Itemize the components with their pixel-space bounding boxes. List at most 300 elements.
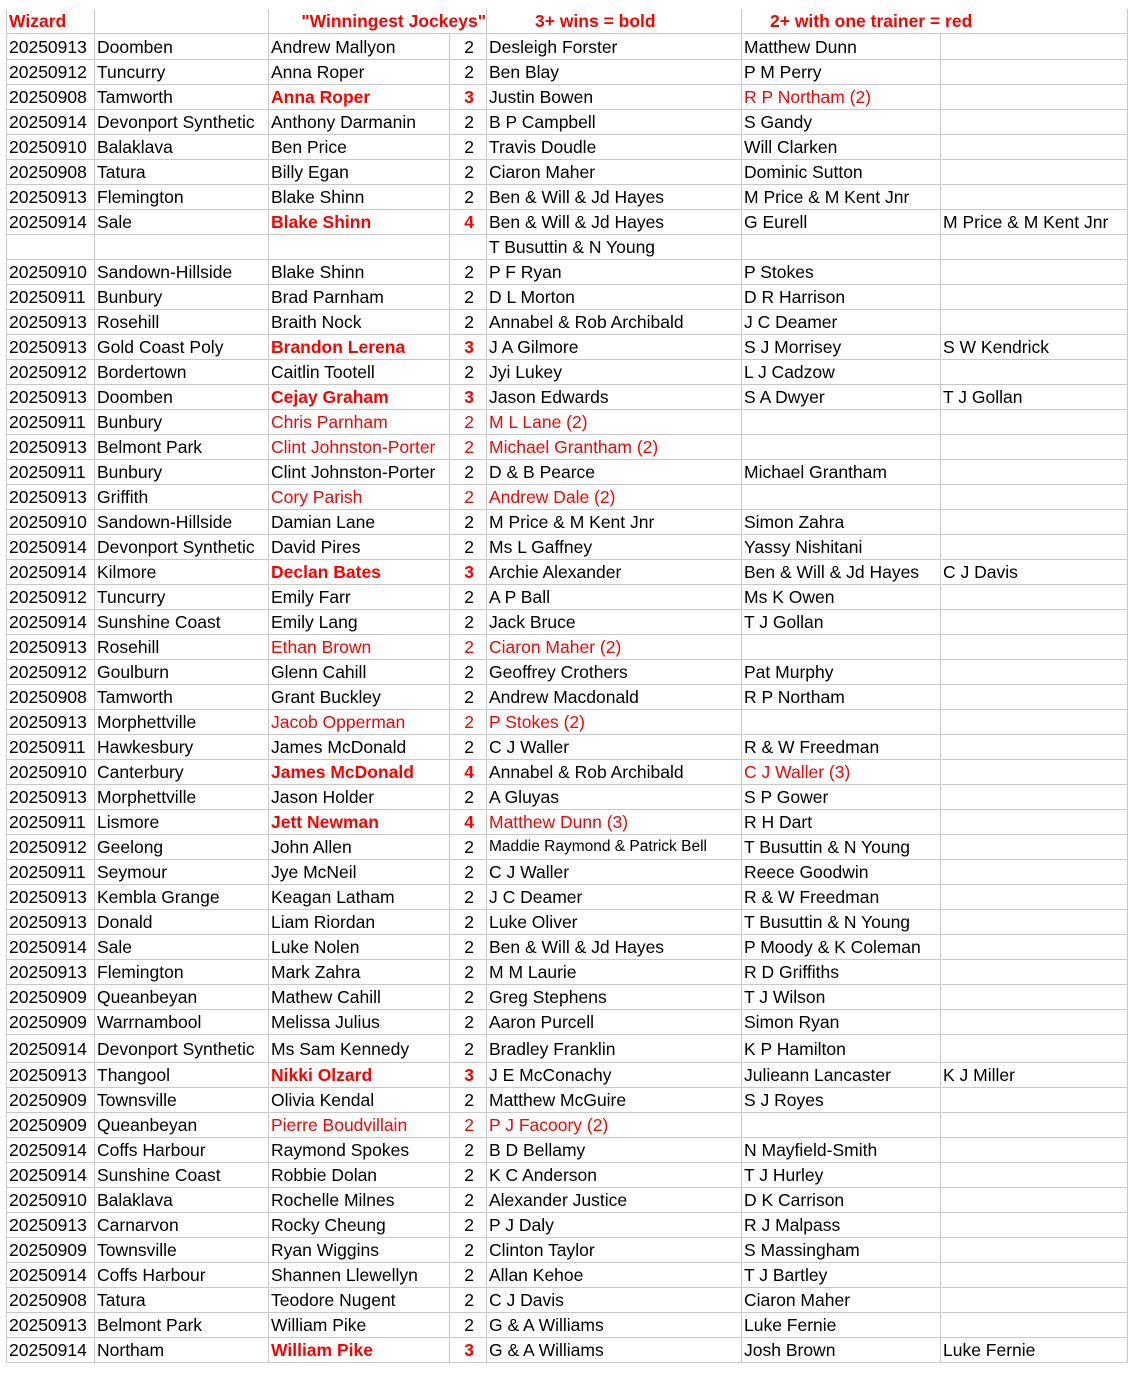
track-cell[interactable]: Warrnambool xyxy=(95,1010,269,1035)
trainer-3-cell[interactable] xyxy=(941,510,1128,535)
trainer-2-cell[interactable]: Josh Brown xyxy=(742,1338,941,1363)
wins-cell[interactable]: 2 xyxy=(450,885,487,910)
wins-cell[interactable]: 4 xyxy=(450,810,487,835)
date-cell[interactable]: 20250914 xyxy=(7,535,95,560)
date-cell[interactable]: 20250913 xyxy=(7,635,95,660)
trainer-1-cell[interactable]: K C Anderson xyxy=(487,1163,742,1188)
trainer-3-cell[interactable] xyxy=(941,135,1128,160)
date-cell[interactable]: 20250914 xyxy=(7,210,95,235)
header-rule-bold[interactable]: 3+ wins = bold xyxy=(487,9,742,34)
jockey-cell[interactable]: Braith Nock xyxy=(269,310,450,335)
trainer-1-cell[interactable]: P J Daly xyxy=(487,1213,742,1238)
wins-cell[interactable]: 2 xyxy=(450,960,487,985)
trainer-1-cell[interactable]: Annabel & Rob Archibald xyxy=(487,310,742,335)
track-cell[interactable]: Bunbury xyxy=(95,460,269,485)
wins-cell[interactable]: 2 xyxy=(450,835,487,860)
jockey-cell[interactable]: Jye McNeil xyxy=(269,860,450,885)
trainer-2-cell[interactable]: P Moody & K Coleman xyxy=(742,935,941,960)
wins-cell[interactable]: 4 xyxy=(450,760,487,785)
trainer-2-cell[interactable] xyxy=(742,410,941,435)
trainer-1-cell[interactable]: M L Lane (2) xyxy=(487,410,742,435)
track-cell[interactable]: Queanbeyan xyxy=(95,985,269,1010)
jockey-cell[interactable]: Keagan Latham xyxy=(269,885,450,910)
date-cell[interactable]: 20250909 xyxy=(7,1088,95,1113)
trainer-2-cell[interactable]: N Mayfield-Smith xyxy=(742,1138,941,1163)
trainer-3-cell[interactable]: S W Kendrick xyxy=(941,335,1128,360)
wins-cell[interactable]: 2 xyxy=(450,910,487,935)
jockey-cell[interactable]: Teodore Nugent xyxy=(269,1288,450,1313)
track-cell[interactable]: Bunbury xyxy=(95,285,269,310)
track-cell[interactable]: Flemington xyxy=(95,960,269,985)
jockey-cell[interactable]: Clint Johnston-Porter xyxy=(269,460,450,485)
trainer-2-cell[interactable] xyxy=(742,1113,941,1138)
wins-cell[interactable]: 2 xyxy=(450,1035,487,1063)
date-cell[interactable]: 20250914 xyxy=(7,1163,95,1188)
wins-cell[interactable]: 2 xyxy=(450,1188,487,1213)
trainer-3-cell[interactable] xyxy=(941,1138,1128,1163)
trainer-1-cell[interactable]: Ben & Will & Jd Hayes xyxy=(487,185,742,210)
track-cell[interactable]: Tamworth xyxy=(95,85,269,110)
trainer-2-cell[interactable]: Michael Grantham xyxy=(742,460,941,485)
track-cell[interactable]: Balaklava xyxy=(95,135,269,160)
trainer-3-cell[interactable] xyxy=(941,785,1128,810)
trainer-3-cell[interactable] xyxy=(941,360,1128,385)
jockey-cell[interactable]: Ethan Brown xyxy=(269,635,450,660)
track-cell[interactable]: Bunbury xyxy=(95,410,269,435)
date-cell[interactable]: 20250908 xyxy=(7,85,95,110)
trainer-2-cell[interactable]: M Price & M Kent Jnr xyxy=(742,185,941,210)
trainer-3-cell[interactable] xyxy=(941,1213,1128,1238)
jockey-cell[interactable]: Robbie Dolan xyxy=(269,1163,450,1188)
date-cell[interactable]: 20250914 xyxy=(7,610,95,635)
trainer-1-cell[interactable]: Jyi Lukey xyxy=(487,360,742,385)
trainer-3-cell[interactable]: K J Miller xyxy=(941,1063,1128,1088)
trainer-1-cell[interactable]: B P Campbell xyxy=(487,110,742,135)
trainer-3-cell[interactable] xyxy=(941,710,1128,735)
wins-cell[interactable]: 2 xyxy=(450,60,487,85)
date-cell[interactable] xyxy=(7,235,95,260)
wins-cell[interactable]: 2 xyxy=(450,260,487,285)
trainer-2-cell[interactable]: Dominic Sutton xyxy=(742,160,941,185)
track-cell[interactable]: Thangool xyxy=(95,1063,269,1088)
trainer-1-cell[interactable]: C J Davis xyxy=(487,1288,742,1313)
trainer-2-cell[interactable]: K P Hamilton xyxy=(742,1035,941,1063)
track-cell[interactable]: Canterbury xyxy=(95,760,269,785)
date-cell[interactable]: 20250908 xyxy=(7,685,95,710)
date-cell[interactable]: 20250910 xyxy=(7,510,95,535)
trainer-3-cell[interactable] xyxy=(941,160,1128,185)
trainer-3-cell[interactable] xyxy=(941,1288,1128,1313)
jockey-cell[interactable]: Damian Lane xyxy=(269,510,450,535)
jockey-cell[interactable]: Brandon Lerena xyxy=(269,335,450,360)
wins-cell[interactable]: 2 xyxy=(450,1138,487,1163)
trainer-3-cell[interactable] xyxy=(941,85,1128,110)
track-cell[interactable]: Queanbeyan xyxy=(95,1113,269,1138)
trainer-2-cell[interactable]: Yassy Nishitani xyxy=(742,535,941,560)
wins-cell[interactable]: 2 xyxy=(450,860,487,885)
trainer-3-cell[interactable] xyxy=(941,1263,1128,1288)
trainer-2-cell[interactable]: C J Waller (3) xyxy=(742,760,941,785)
trainer-3-cell[interactable] xyxy=(941,60,1128,85)
wins-cell[interactable]: 2 xyxy=(450,34,487,60)
trainer-1-cell[interactable]: Alexander Justice xyxy=(487,1188,742,1213)
trainer-1-cell[interactable]: D L Morton xyxy=(487,285,742,310)
jockey-cell[interactable]: Rocky Cheung xyxy=(269,1213,450,1238)
date-cell[interactable]: 20250910 xyxy=(7,760,95,785)
date-cell[interactable]: 20250914 xyxy=(7,1338,95,1363)
trainer-1-cell[interactable]: M M Laurie xyxy=(487,960,742,985)
trainer-1-cell[interactable]: Ms L Gaffney xyxy=(487,535,742,560)
wins-cell[interactable]: 2 xyxy=(450,360,487,385)
wins-cell[interactable]: 2 xyxy=(450,110,487,135)
date-cell[interactable]: 20250914 xyxy=(7,935,95,960)
trainer-3-cell[interactable]: Luke Fernie xyxy=(941,1338,1128,1363)
date-cell[interactable]: 20250913 xyxy=(7,885,95,910)
track-cell[interactable]: Bordertown xyxy=(95,360,269,385)
trainer-2-cell[interactable]: Pat Murphy xyxy=(742,660,941,685)
trainer-2-cell[interactable]: Julieann Lancaster xyxy=(742,1063,941,1088)
jockey-cell[interactable]: Glenn Cahill xyxy=(269,660,450,685)
date-cell[interactable]: 20250913 xyxy=(7,960,95,985)
trainer-1-cell[interactable]: Greg Stephens xyxy=(487,985,742,1010)
trainer-2-cell[interactable]: Will Clarken xyxy=(742,135,941,160)
trainer-2-cell[interactable]: R & W Freedman xyxy=(742,885,941,910)
date-cell[interactable]: 20250914 xyxy=(7,1263,95,1288)
trainer-3-cell[interactable] xyxy=(941,310,1128,335)
trainer-3-cell[interactable] xyxy=(941,860,1128,885)
trainer-3-cell[interactable] xyxy=(941,910,1128,935)
trainer-3-cell[interactable] xyxy=(941,1163,1128,1188)
date-cell[interactable]: 20250914 xyxy=(7,110,95,135)
trainer-3-cell[interactable] xyxy=(941,285,1128,310)
trainer-1-cell[interactable]: A P Ball xyxy=(487,585,742,610)
trainer-3-cell[interactable] xyxy=(941,535,1128,560)
trainer-2-cell[interactable]: R & W Freedman xyxy=(742,735,941,760)
jockey-cell[interactable]: Emily Farr xyxy=(269,585,450,610)
track-cell[interactable]: Northam xyxy=(95,1338,269,1363)
wins-cell[interactable]: 2 xyxy=(450,185,487,210)
track-cell[interactable]: Gold Coast Poly xyxy=(95,335,269,360)
wins-cell[interactable]: 3 xyxy=(450,85,487,110)
track-cell[interactable]: Devonport Synthetic xyxy=(95,110,269,135)
track-cell[interactable]: Rosehill xyxy=(95,635,269,660)
wins-cell[interactable]: 3 xyxy=(450,560,487,585)
wins-cell[interactable]: 3 xyxy=(450,385,487,410)
trainer-1-cell[interactable]: Jack Bruce xyxy=(487,610,742,635)
trainer-1-cell[interactable]: Geoffrey Crothers xyxy=(487,660,742,685)
trainer-1-cell[interactable]: Maddie Raymond & Patrick Bell xyxy=(487,835,742,860)
trainer-1-cell[interactable]: T Busuttin & N Young xyxy=(487,235,742,260)
date-cell[interactable]: 20250912 xyxy=(7,585,95,610)
trainer-3-cell[interactable] xyxy=(941,34,1128,60)
trainer-2-cell[interactable]: R P Northam (2) xyxy=(742,85,941,110)
track-cell[interactable]: Tatura xyxy=(95,160,269,185)
header-empty-cell[interactable] xyxy=(95,9,269,34)
trainer-3-cell[interactable]: C J Davis xyxy=(941,560,1128,585)
jockey-cell[interactable]: Mathew Cahill xyxy=(269,985,450,1010)
trainer-2-cell[interactable]: T Busuttin & N Young xyxy=(742,835,941,860)
track-cell[interactable]: Coffs Harbour xyxy=(95,1263,269,1288)
wins-cell[interactable]: 2 xyxy=(450,285,487,310)
jockey-cell[interactable]: James McDonald xyxy=(269,760,450,785)
track-cell[interactable]: Sale xyxy=(95,210,269,235)
track-cell[interactable]: Belmont Park xyxy=(95,1313,269,1338)
trainer-1-cell[interactable]: J C Deamer xyxy=(487,885,742,910)
trainer-3-cell[interactable] xyxy=(941,960,1128,985)
date-cell[interactable]: 20250910 xyxy=(7,1188,95,1213)
wins-cell[interactable]: 2 xyxy=(450,785,487,810)
wins-cell[interactable]: 3 xyxy=(450,335,487,360)
jockey-cell[interactable]: Andrew Mallyon xyxy=(269,34,450,60)
date-cell[interactable]: 20250908 xyxy=(7,1288,95,1313)
trainer-3-cell[interactable] xyxy=(941,460,1128,485)
jockey-cell[interactable]: Billy Egan xyxy=(269,160,450,185)
wins-cell[interactable]: 3 xyxy=(450,1063,487,1088)
jockey-cell[interactable]: Olivia Kendal xyxy=(269,1088,450,1113)
trainer-2-cell[interactable]: S A Dwyer xyxy=(742,385,941,410)
trainer-2-cell[interactable]: Ciaron Maher xyxy=(742,1288,941,1313)
trainer-2-cell[interactable]: T Busuttin & N Young xyxy=(742,910,941,935)
trainer-3-cell[interactable]: T J Gollan xyxy=(941,385,1128,410)
jockey-cell[interactable]: Melissa Julius xyxy=(269,1010,450,1035)
wins-cell[interactable]: 2 xyxy=(450,510,487,535)
date-cell[interactable]: 20250913 xyxy=(7,335,95,360)
jockey-cell[interactable]: Pierre Boudvillain xyxy=(269,1113,450,1138)
jockey-cell[interactable]: Cejay Graham xyxy=(269,385,450,410)
trainer-1-cell[interactable]: C J Waller xyxy=(487,860,742,885)
trainer-2-cell[interactable]: Ben & Will & Jd Hayes xyxy=(742,560,941,585)
trainer-3-cell[interactable] xyxy=(941,610,1128,635)
jockey-cell[interactable]: Emily Lang xyxy=(269,610,450,635)
wins-cell[interactable]: 2 xyxy=(450,460,487,485)
wins-cell[interactable]: 2 xyxy=(450,585,487,610)
jockey-cell[interactable]: Raymond Spokes xyxy=(269,1138,450,1163)
wins-cell[interactable]: 2 xyxy=(450,935,487,960)
track-cell[interactable]: Morphettville xyxy=(95,710,269,735)
trainer-1-cell[interactable]: A Gluyas xyxy=(487,785,742,810)
wins-cell[interactable]: 3 xyxy=(450,1338,487,1363)
trainer-3-cell[interactable] xyxy=(941,235,1128,260)
trainer-2-cell[interactable]: L J Cadzow xyxy=(742,360,941,385)
trainer-3-cell[interactable] xyxy=(941,1035,1128,1063)
trainer-1-cell[interactable]: D & B Pearce xyxy=(487,460,742,485)
trainer-1-cell[interactable]: Justin Bowen xyxy=(487,85,742,110)
track-cell[interactable]: Devonport Synthetic xyxy=(95,1035,269,1063)
trainer-2-cell[interactable]: S J Morrisey xyxy=(742,335,941,360)
trainer-1-cell[interactable]: P J Facoory (2) xyxy=(487,1113,742,1138)
jockey-cell[interactable]: Grant Buckley xyxy=(269,685,450,710)
trainer-2-cell[interactable]: Luke Fernie xyxy=(742,1313,941,1338)
date-cell[interactable]: 20250913 xyxy=(7,910,95,935)
trainer-2-cell[interactable]: S J Royes xyxy=(742,1088,941,1113)
jockey-cell[interactable]: Anthony Darmanin xyxy=(269,110,450,135)
date-cell[interactable]: 20250911 xyxy=(7,410,95,435)
trainer-2-cell[interactable]: R P Northam xyxy=(742,685,941,710)
jockey-cell[interactable]: Jacob Opperman xyxy=(269,710,450,735)
trainer-3-cell[interactable] xyxy=(941,935,1128,960)
date-cell[interactable]: 20250913 xyxy=(7,710,95,735)
trainer-2-cell[interactable]: R H Dart xyxy=(742,810,941,835)
jockey-cell[interactable]: Brad Parnham xyxy=(269,285,450,310)
trainer-1-cell[interactable]: Andrew Dale (2) xyxy=(487,485,742,510)
jockey-cell[interactable]: Jett Newman xyxy=(269,810,450,835)
date-cell[interactable]: 20250911 xyxy=(7,285,95,310)
trainer-1-cell[interactable]: Allan Kehoe xyxy=(487,1263,742,1288)
track-cell[interactable]: Morphettville xyxy=(95,785,269,810)
wins-cell[interactable]: 2 xyxy=(450,410,487,435)
trainer-1-cell[interactable]: Matthew Dunn (3) xyxy=(487,810,742,835)
trainer-2-cell[interactable]: S P Gower xyxy=(742,785,941,810)
wins-cell[interactable]: 2 xyxy=(450,1263,487,1288)
trainer-2-cell[interactable]: T J Wilson xyxy=(742,985,941,1010)
trainer-2-cell[interactable]: Simon Ryan xyxy=(742,1010,941,1035)
track-cell[interactable]: Griffith xyxy=(95,485,269,510)
trainer-3-cell[interactable] xyxy=(941,1010,1128,1035)
trainer-1-cell[interactable]: C J Waller xyxy=(487,735,742,760)
jockey-cell[interactable]: John Allen xyxy=(269,835,450,860)
wins-cell[interactable]: 2 xyxy=(450,1238,487,1263)
trainer-3-cell[interactable] xyxy=(941,885,1128,910)
track-cell[interactable]: Tuncurry xyxy=(95,60,269,85)
trainer-1-cell[interactable]: B D Bellamy xyxy=(487,1138,742,1163)
jockey-cell[interactable]: Liam Riordan xyxy=(269,910,450,935)
date-cell[interactable]: 20250913 xyxy=(7,435,95,460)
trainer-1-cell[interactable]: Luke Oliver xyxy=(487,910,742,935)
trainer-2-cell[interactable]: P Stokes xyxy=(742,260,941,285)
wins-cell[interactable]: 2 xyxy=(450,610,487,635)
trainer-1-cell[interactable]: M Price & M Kent Jnr xyxy=(487,510,742,535)
jockey-cell[interactable]: Caitlin Tootell xyxy=(269,360,450,385)
jockey-cell[interactable]: Jason Holder xyxy=(269,785,450,810)
track-cell[interactable]: Hawkesbury xyxy=(95,735,269,760)
date-cell[interactable]: 20250909 xyxy=(7,985,95,1010)
date-cell[interactable]: 20250912 xyxy=(7,835,95,860)
trainer-1-cell[interactable]: Ben Blay xyxy=(487,60,742,85)
track-cell[interactable]: Tamworth xyxy=(95,685,269,710)
jockey-cell[interactable]: Anna Roper xyxy=(269,85,450,110)
trainer-1-cell[interactable]: P Stokes (2) xyxy=(487,710,742,735)
wins-cell[interactable]: 2 xyxy=(450,1213,487,1238)
track-cell[interactable]: Sale xyxy=(95,935,269,960)
track-cell[interactable]: Goulburn xyxy=(95,660,269,685)
trainer-3-cell[interactable] xyxy=(941,810,1128,835)
track-cell[interactable]: Doomben xyxy=(95,385,269,410)
trainer-3-cell[interactable]: M Price & M Kent Jnr xyxy=(941,210,1128,235)
date-cell[interactable]: 20250911 xyxy=(7,860,95,885)
track-cell[interactable]: Carnarvon xyxy=(95,1213,269,1238)
trainer-1-cell[interactable]: Bradley Franklin xyxy=(487,1035,742,1063)
track-cell[interactable]: Balaklava xyxy=(95,1188,269,1213)
wins-cell[interactable]: 2 xyxy=(450,1313,487,1338)
wins-cell[interactable]: 2 xyxy=(450,735,487,760)
track-cell[interactable]: Townsville xyxy=(95,1238,269,1263)
trainer-1-cell[interactable]: Ben & Will & Jd Hayes xyxy=(487,935,742,960)
jockey-cell[interactable]: Ben Price xyxy=(269,135,450,160)
trainer-2-cell[interactable]: R J Malpass xyxy=(742,1213,941,1238)
trainer-3-cell[interactable] xyxy=(941,1113,1128,1138)
trainer-3-cell[interactable] xyxy=(941,1313,1128,1338)
date-cell[interactable]: 20250913 xyxy=(7,385,95,410)
trainer-3-cell[interactable] xyxy=(941,1188,1128,1213)
date-cell[interactable]: 20250908 xyxy=(7,160,95,185)
trainer-1-cell[interactable]: Ben & Will & Jd Hayes xyxy=(487,210,742,235)
date-cell[interactable]: 20250912 xyxy=(7,660,95,685)
trainer-2-cell[interactable]: T J Hurley xyxy=(742,1163,941,1188)
trainer-1-cell[interactable]: Matthew McGuire xyxy=(487,1088,742,1113)
wins-cell[interactable]: 2 xyxy=(450,535,487,560)
wins-cell[interactable] xyxy=(450,235,487,260)
trainer-1-cell[interactable]: Annabel & Rob Archibald xyxy=(487,760,742,785)
trainer-1-cell[interactable]: Ciaron Maher (2) xyxy=(487,635,742,660)
track-cell[interactable] xyxy=(95,235,269,260)
date-cell[interactable]: 20250914 xyxy=(7,1035,95,1063)
trainer-1-cell[interactable]: Desleigh Forster xyxy=(487,34,742,60)
track-cell[interactable]: Sunshine Coast xyxy=(95,1163,269,1188)
date-cell[interactable]: 20250912 xyxy=(7,360,95,385)
jockey-cell[interactable]: David Pires xyxy=(269,535,450,560)
trainer-3-cell[interactable] xyxy=(941,760,1128,785)
wins-cell[interactable]: 2 xyxy=(450,1113,487,1138)
jockey-cell[interactable]: Ms Sam Kennedy xyxy=(269,1035,450,1063)
date-cell[interactable]: 20250913 xyxy=(7,1313,95,1338)
track-cell[interactable]: Devonport Synthetic xyxy=(95,535,269,560)
trainer-2-cell[interactable] xyxy=(742,485,941,510)
trainer-3-cell[interactable] xyxy=(941,735,1128,760)
trainer-2-cell[interactable] xyxy=(742,635,941,660)
track-cell[interactable]: Donald xyxy=(95,910,269,935)
trainer-2-cell[interactable]: J C Deamer xyxy=(742,310,941,335)
jockey-cell[interactable]: Declan Bates xyxy=(269,560,450,585)
date-cell[interactable]: 20250909 xyxy=(7,1010,95,1035)
trainer-1-cell[interactable]: Ciaron Maher xyxy=(487,160,742,185)
date-cell[interactable]: 20250909 xyxy=(7,1238,95,1263)
track-cell[interactable]: Tatura xyxy=(95,1288,269,1313)
wins-cell[interactable]: 2 xyxy=(450,160,487,185)
date-cell[interactable]: 20250911 xyxy=(7,735,95,760)
trainer-3-cell[interactable] xyxy=(941,585,1128,610)
date-cell[interactable]: 20250912 xyxy=(7,60,95,85)
trainer-2-cell[interactable]: S Massingham xyxy=(742,1238,941,1263)
date-cell[interactable]: 20250913 xyxy=(7,185,95,210)
jockey-cell[interactable]: James McDonald xyxy=(269,735,450,760)
date-cell[interactable]: 20250911 xyxy=(7,460,95,485)
jockey-cell[interactable]: Cory Parish xyxy=(269,485,450,510)
wins-cell[interactable]: 2 xyxy=(450,660,487,685)
track-cell[interactable]: Tuncurry xyxy=(95,585,269,610)
track-cell[interactable]: Kilmore xyxy=(95,560,269,585)
wins-cell[interactable]: 2 xyxy=(450,1288,487,1313)
jockey-cell[interactable]: Chris Parnham xyxy=(269,410,450,435)
wins-cell[interactable]: 2 xyxy=(450,1010,487,1035)
trainer-1-cell[interactable]: Aaron Purcell xyxy=(487,1010,742,1035)
header-title[interactable]: "Winningest Jockeys" xyxy=(269,9,487,34)
wins-cell[interactable]: 2 xyxy=(450,485,487,510)
date-cell[interactable]: 20250914 xyxy=(7,1138,95,1163)
trainer-2-cell[interactable]: Matthew Dunn xyxy=(742,34,941,60)
trainer-2-cell[interactable] xyxy=(742,435,941,460)
date-cell[interactable]: 20250909 xyxy=(7,1113,95,1138)
date-cell[interactable]: 20250913 xyxy=(7,1063,95,1088)
date-cell[interactable]: 20250913 xyxy=(7,310,95,335)
trainer-1-cell[interactable]: Michael Grantham (2) xyxy=(487,435,742,460)
jockey-cell[interactable]: Clint Johnston-Porter xyxy=(269,435,450,460)
wins-cell[interactable]: 2 xyxy=(450,685,487,710)
trainer-3-cell[interactable] xyxy=(941,485,1128,510)
track-cell[interactable]: Belmont Park xyxy=(95,435,269,460)
trainer-2-cell[interactable]: Ms K Owen xyxy=(742,585,941,610)
trainer-2-cell[interactable] xyxy=(742,710,941,735)
date-cell[interactable]: 20250913 xyxy=(7,34,95,60)
